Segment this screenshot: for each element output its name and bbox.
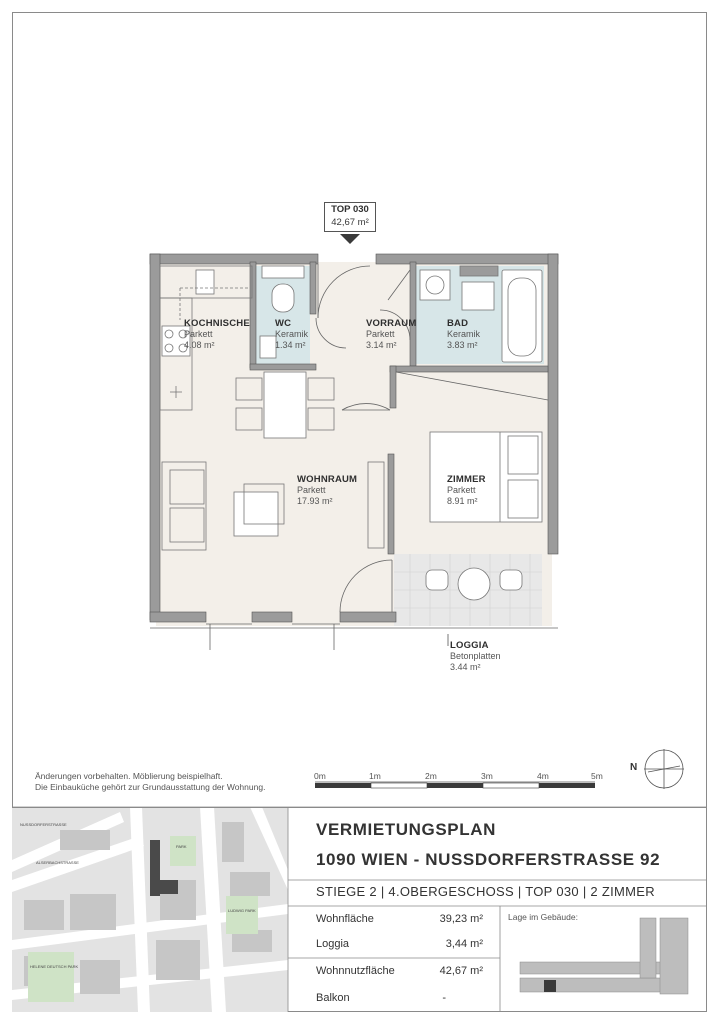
area-row-value-2: 3,44 m² [445, 938, 483, 950]
room-label-zimmer: ZIMMER Parkett 8.91 m² [447, 474, 486, 506]
top-unit-tag [324, 202, 376, 232]
room-label-loggia: LOGGIA Betonplatten 3.44 m² [450, 640, 501, 672]
map-label-park3: HELENE DEUTSCH PARK [30, 964, 79, 969]
entrance-arrow [340, 234, 360, 244]
scale-bar [315, 782, 595, 788]
note-line-2: Die Einbauküche gehört zur Grundausstattung der Wohnung. [35, 782, 266, 792]
room-label-vorraum: VORRAUM Parkett 3.14 m² [366, 318, 417, 350]
plan-notes [35, 771, 265, 793]
map-label-park2: LUDWIG PARK [228, 908, 256, 913]
area-row-label-2: Loggia [316, 938, 350, 950]
plan-subtitle: STIEGE 2 | 4.OBERGESCHOSS | TOP 030 | 2 ZIMMER [316, 884, 655, 899]
scale-tick-1: 1m [369, 771, 381, 781]
north-label: N [630, 762, 638, 773]
scale-tick-4: 4m [537, 771, 549, 781]
area-row-value-3: 42,67 m² [439, 965, 483, 977]
top-unit-area: 42,67 m² [331, 217, 369, 228]
area-row-label-4: Balkon [316, 992, 350, 1004]
plan-title: VERMIETUNGSPLAN [316, 820, 496, 839]
scale-tick-3: 3m [481, 771, 493, 781]
room-label-bad: BAD Keramik 3.83 m² [447, 318, 481, 350]
plan-address: 1090 WIEN - NUSSDORFERSTRASSE 92 [316, 850, 661, 869]
room-label-wc: WC Keramik 1.34 m² [275, 318, 309, 350]
scale-tick-5: 5m [591, 771, 603, 781]
area-row-label-1: Wohnfläche [316, 913, 374, 925]
room-label-kochnische: KOCHNISCHE Parkett 4.08 m² [184, 318, 250, 350]
top-unit-label: TOP 030 [331, 204, 369, 215]
title-block [12, 807, 707, 1013]
scale-tick-0: 0m [314, 771, 326, 781]
scale-tick-2: 2m [425, 771, 437, 781]
location-label: Lage im Gebäude: [508, 912, 578, 922]
north-arrow-icon [644, 749, 684, 789]
area-row-label-3: Wohnnutzfläche [316, 965, 395, 977]
area-row-value-1: 39,23 m² [439, 913, 483, 925]
area-row-value-4: - [442, 992, 446, 1004]
map-label-street2: ALSERBACHSTRASSE [36, 860, 79, 865]
note-line-1: Änderungen vorbehalten. Möblierung beispielhaft. [35, 771, 223, 781]
map-label-park: PARK [176, 844, 187, 849]
room-label-wohnraum: WOHNRAUM Parkett 17.93 m² [297, 474, 358, 506]
map-label-street: NUSSDORFERSTRASSE [20, 822, 67, 827]
